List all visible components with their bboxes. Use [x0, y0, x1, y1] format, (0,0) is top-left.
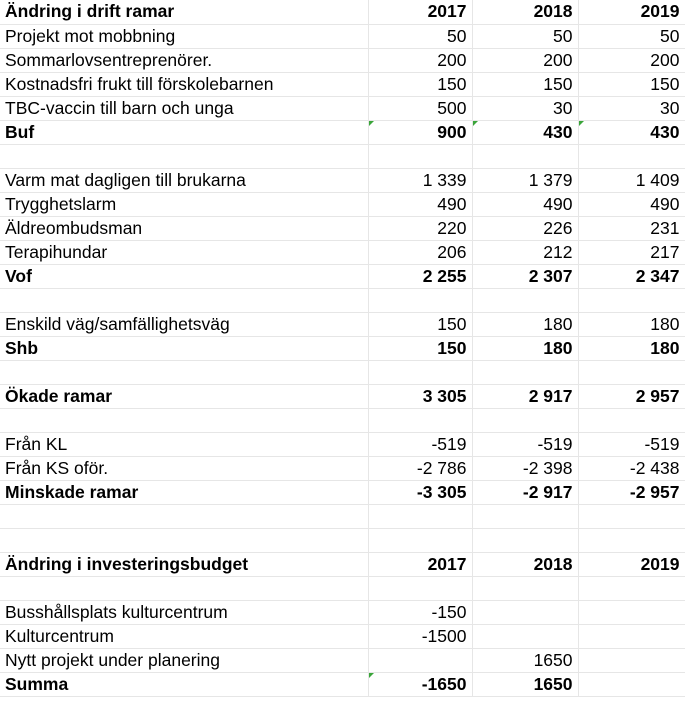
cell-label[interactable]: Kulturcentrum [0, 624, 368, 648]
cell-value-1[interactable] [368, 408, 472, 432]
cell-label[interactable]: Varm mat dagligen till brukarna [0, 168, 368, 192]
cell-label[interactable]: Trygghetslarm [0, 192, 368, 216]
table-row [0, 0, 685, 24]
cell-label[interactable]: Terapihundar [0, 240, 368, 264]
cell-value-2[interactable]: 1 379 [472, 168, 578, 192]
cell-value-2[interactable]: 430 [472, 120, 578, 144]
cell-value-2[interactable]: 200 [472, 48, 578, 72]
cell-value-3[interactable] [578, 672, 685, 696]
cell-label[interactable] [0, 360, 368, 384]
cell-value-3[interactable]: 2 957 [578, 384, 685, 408]
cell-label[interactable]: Kostnadsfri frukt till förskolebarnen [0, 72, 368, 96]
cell-value-2[interactable] [472, 624, 578, 648]
cell-label[interactable]: Minskade ramar [0, 480, 368, 504]
cell-label[interactable]: Summa [0, 672, 368, 696]
cell-value-1[interactable]: 2017 [368, 0, 472, 24]
cell-value-3[interactable] [578, 528, 685, 552]
cell-value-2[interactable] [472, 408, 578, 432]
cell-value-1[interactable] [368, 576, 472, 600]
table-row [0, 120, 685, 144]
cell-value-3[interactable] [578, 624, 685, 648]
table-row [0, 144, 685, 168]
cell-value-1[interactable]: -519 [368, 432, 472, 456]
cell-label[interactable] [0, 504, 368, 528]
cell-value-1[interactable]: -3 305 [368, 480, 472, 504]
cell-value-1[interactable]: 200 [368, 48, 472, 72]
cell-value-1[interactable]: 150 [368, 312, 472, 336]
cell-value-2[interactable] [472, 360, 578, 384]
cell-label[interactable]: Från KL [0, 432, 368, 456]
cell-value-3[interactable]: 180 [578, 336, 685, 360]
cell-value-1[interactable] [368, 504, 472, 528]
table-row [0, 24, 685, 48]
cell-value-3[interactable] [578, 144, 685, 168]
cell-value-2[interactable]: -519 [472, 432, 578, 456]
cell-value-3[interactable] [578, 408, 685, 432]
cell-label[interactable]: TBC-vaccin till barn och unga [0, 96, 368, 120]
cell-value-3[interactable]: 2019 [578, 0, 685, 24]
cell-label[interactable]: Ändring i drift ramar [0, 0, 368, 24]
cell-value-3[interactable] [578, 648, 685, 672]
cell-label[interactable]: Från KS oför. [0, 456, 368, 480]
cell-value-2[interactable]: -2 398 [472, 456, 578, 480]
cell-label[interactable] [0, 144, 368, 168]
cell-value-3[interactable]: -2 957 [578, 480, 685, 504]
cell-value-3[interactable]: 200 [578, 48, 685, 72]
cell-value-3[interactable] [578, 576, 685, 600]
table-row [0, 648, 685, 672]
cell-value-2[interactable]: 1650 [472, 648, 578, 672]
cell-label[interactable]: Busshållsplats kulturcentrum [0, 600, 368, 624]
cell-value-3[interactable]: 231 [578, 216, 685, 240]
table-row [0, 408, 685, 432]
cell-value-2[interactable] [472, 576, 578, 600]
cell-value-2[interactable]: 2 917 [472, 384, 578, 408]
cell-value-3[interactable]: 50 [578, 24, 685, 48]
table-row [0, 384, 685, 408]
cell-value-1[interactable]: 900 [368, 120, 472, 144]
table-row [0, 288, 685, 312]
table-row [0, 480, 685, 504]
cell-value-3[interactable]: 30 [578, 96, 685, 120]
cell-value-1[interactable]: 2017 [368, 552, 472, 576]
cell-label[interactable]: Äldreombudsman [0, 216, 368, 240]
cell-value-2[interactable]: 2018 [472, 552, 578, 576]
cell-value-3[interactable] [578, 504, 685, 528]
cell-value-1[interactable]: 1 339 [368, 168, 472, 192]
cell-value-3[interactable]: 180 [578, 312, 685, 336]
table-row [0, 96, 685, 120]
cell-value-1[interactable] [368, 360, 472, 384]
table-row [0, 264, 685, 288]
table-row [0, 528, 685, 552]
cell-value-2[interactable]: 50 [472, 24, 578, 48]
cell-label[interactable] [0, 408, 368, 432]
cell-value-3[interactable]: 490 [578, 192, 685, 216]
cell-value-3[interactable]: -519 [578, 432, 685, 456]
cell-value-1[interactable]: -150 [368, 600, 472, 624]
cell-value-1[interactable]: 150 [368, 72, 472, 96]
table-row [0, 312, 685, 336]
cell-value-2[interactable] [472, 504, 578, 528]
table-row [0, 672, 685, 696]
cell-value-1[interactable] [368, 528, 472, 552]
cell-label[interactable]: Enskild väg/samfällighetsväg [0, 312, 368, 336]
cell-value-1[interactable]: 206 [368, 240, 472, 264]
cell-value-3[interactable]: 217 [578, 240, 685, 264]
table-row [0, 504, 685, 528]
cell-value-1[interactable]: -1650 [368, 672, 472, 696]
cell-value-2[interactable]: 30 [472, 96, 578, 120]
cell-label[interactable] [0, 288, 368, 312]
cell-label[interactable]: Buf [0, 120, 368, 144]
cell-value-3[interactable] [578, 288, 685, 312]
cell-value-1[interactable] [368, 144, 472, 168]
cell-label[interactable]: Ändring i investeringsbudget [0, 552, 368, 576]
cell-value-3[interactable]: 2 347 [578, 264, 685, 288]
cell-value-1[interactable]: 3 305 [368, 384, 472, 408]
cell-value-2[interactable]: 1650 [472, 672, 578, 696]
table-row [0, 336, 685, 360]
cell-label[interactable]: Projekt mot mobbning [0, 24, 368, 48]
cell-value-2[interactable]: 2 307 [472, 264, 578, 288]
table-row [0, 432, 685, 456]
cell-value-2[interactable]: 2018 [472, 0, 578, 24]
cell-value-1[interactable]: 50 [368, 24, 472, 48]
table-row [0, 72, 685, 96]
cell-label[interactable] [0, 576, 368, 600]
cell-value-2[interactable]: 150 [472, 72, 578, 96]
cell-value-3[interactable]: 2019 [578, 552, 685, 576]
cell-label[interactable]: Nytt projekt under planering [0, 648, 368, 672]
table-row [0, 552, 685, 576]
cell-value-2[interactable] [472, 288, 578, 312]
cell-value-3[interactable] [578, 360, 685, 384]
table-row [0, 216, 685, 240]
cell-value-1[interactable]: 220 [368, 216, 472, 240]
cell-label[interactable]: Sommarlovsentreprenörer. [0, 48, 368, 72]
cell-value-3[interactable]: 150 [578, 72, 685, 96]
cell-value-1[interactable]: -2 786 [368, 456, 472, 480]
cell-value-2[interactable] [472, 144, 578, 168]
table-row [0, 456, 685, 480]
cell-value-3[interactable]: 430 [578, 120, 685, 144]
cell-value-1[interactable]: -1500 [368, 624, 472, 648]
cell-value-2[interactable] [472, 600, 578, 624]
table-row [0, 168, 685, 192]
cell-value-1[interactable]: 500 [368, 96, 472, 120]
table-row [0, 192, 685, 216]
cell-value-2[interactable] [472, 528, 578, 552]
cell-value-3[interactable]: -2 438 [578, 456, 685, 480]
table-row [0, 48, 685, 72]
cell-label[interactable]: Shb [0, 336, 368, 360]
cell-value-3[interactable]: 1 409 [578, 168, 685, 192]
table-row [0, 240, 685, 264]
cell-value-2[interactable]: -2 917 [472, 480, 578, 504]
cell-value-2[interactable]: 226 [472, 216, 578, 240]
cell-value-1[interactable] [368, 648, 472, 672]
table-row [0, 360, 685, 384]
cell-label[interactable]: Vof [0, 264, 368, 288]
cell-value-1[interactable]: 490 [368, 192, 472, 216]
table-row [0, 624, 685, 648]
cell-value-2[interactable]: 180 [472, 336, 578, 360]
cell-value-1[interactable]: 150 [368, 336, 472, 360]
cell-value-1[interactable]: 2 255 [368, 264, 472, 288]
cell-value-2[interactable]: 490 [472, 192, 578, 216]
cell-value-2[interactable]: 212 [472, 240, 578, 264]
table-row [0, 576, 685, 600]
cell-value-1[interactable] [368, 288, 472, 312]
cell-value-3[interactable] [578, 600, 685, 624]
cell-label[interactable]: Ökade ramar [0, 384, 368, 408]
table-row [0, 600, 685, 624]
cell-label[interactable] [0, 528, 368, 552]
cell-value-2[interactable]: 180 [472, 312, 578, 336]
